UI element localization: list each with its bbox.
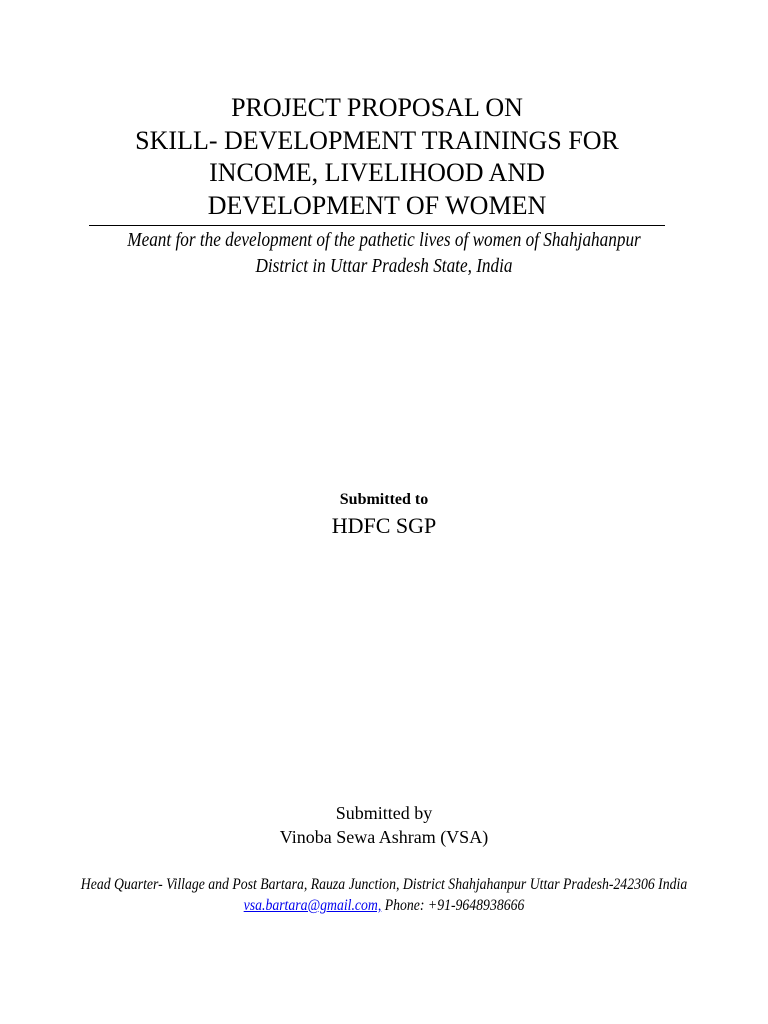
phone-number: Phone: +91-9648938666 — [381, 897, 525, 914]
title-line-1: PROJECT PROPOSAL ON — [231, 93, 523, 122]
recipient-name: HDFC SGP — [331, 513, 437, 538]
contact-line — [54, 896, 714, 916]
title-underline — [89, 225, 665, 226]
submitted-by-label: Submitted by — [335, 803, 433, 823]
subtitle-line-1: Meant for the development of the pathetic lives of women of Shahjahanpur — [127, 229, 641, 251]
document-subtitle — [105, 227, 662, 279]
document-title — [89, 92, 665, 222]
submitted-to-label: Submitted to — [339, 491, 429, 508]
title-line-4: DEVELOPMENT OF WOMEN — [207, 190, 547, 220]
email-link[interactable]: vsa.bartara@gmail.com, — [243, 897, 382, 914]
title-line-2: SKILL- DEVELOPMENT TRAININGS FOR — [135, 125, 619, 155]
headquarter-address: Head Quarter- Village and Post Bartara, Rauza Junction, District Shahjahanpur Uttar Pradesh-242306 India — [80, 876, 688, 893]
organization-name: Vinoba Sewa Ashram (VSA) — [279, 827, 489, 847]
title-line-3: INCOME, LIVELIHOOD AND — [209, 158, 545, 187]
subtitle-line-2: District in Uttar Pradesh State, India — [255, 255, 513, 277]
